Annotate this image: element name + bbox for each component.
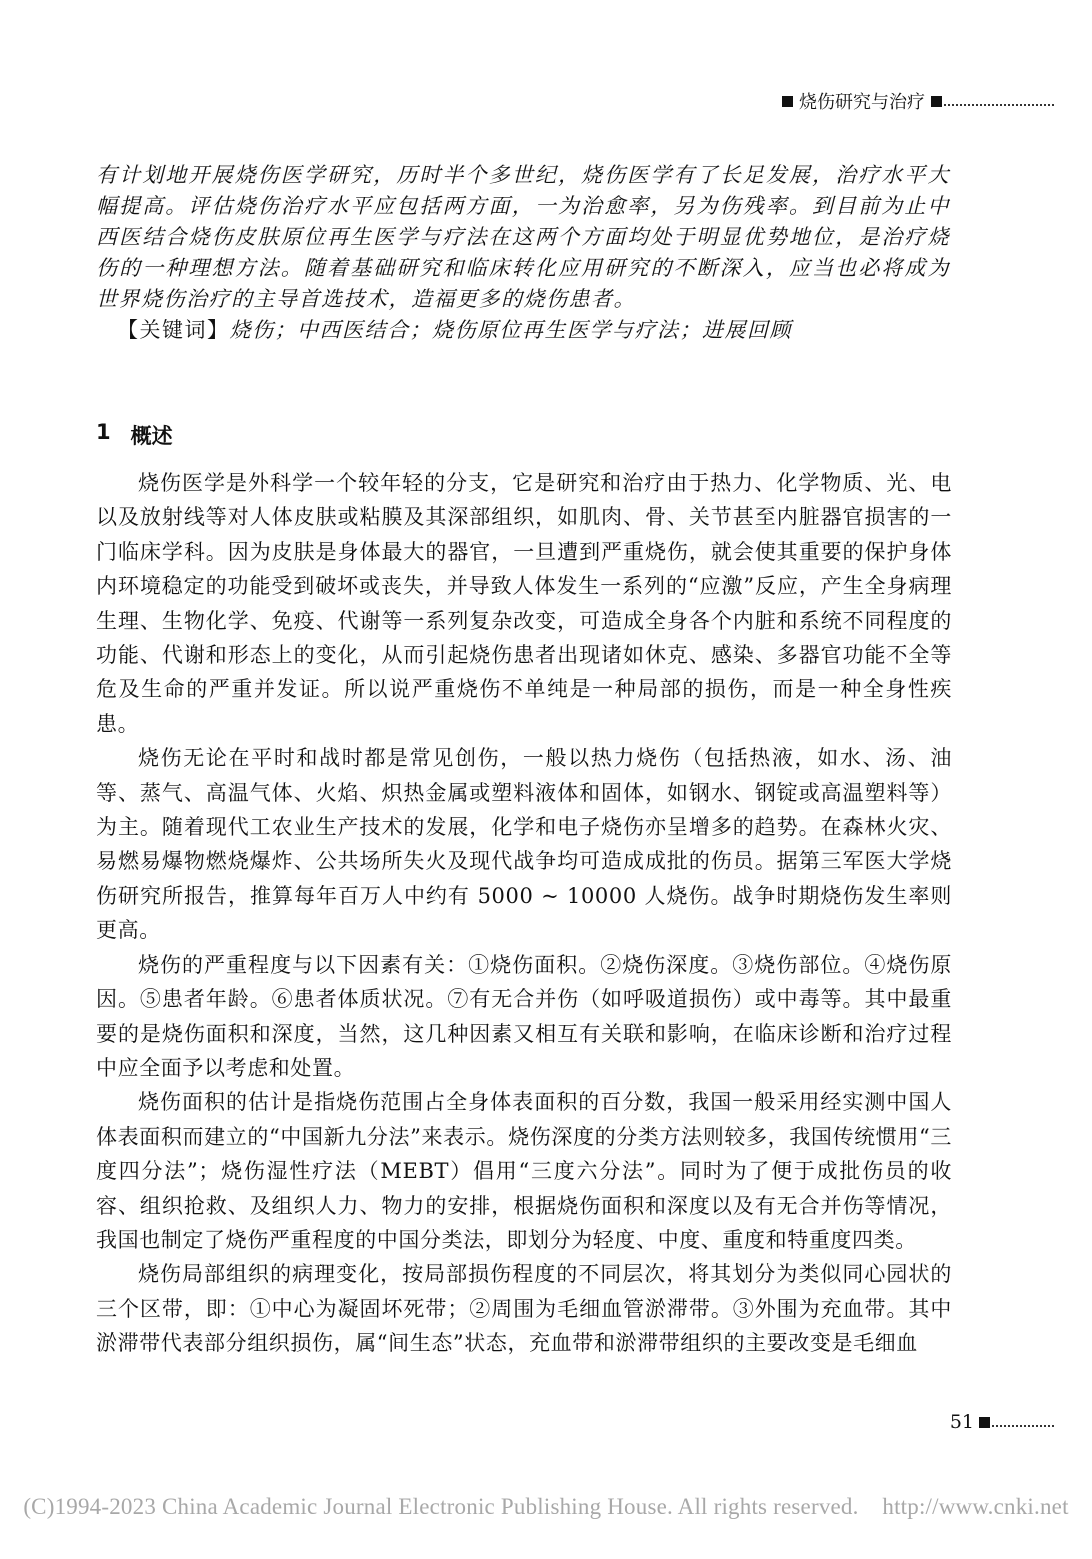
running-title: 烧伤研究与治疗	[799, 92, 925, 113]
paragraph: 烧伤面积的估计是指烧伤范围占全身体表面积的百分数，我国一般采用经实测中国人体表面积而建立的“中国新九分法”来表示。烧伤深度的分类方法则较多，我国传统惯用“三度四分法”；烧伤湿性疗法（MEBT）倡用“三度六分法”。同时为了便于成批伤员的收容、组织抢救、及组织人力、物力的安排，根据烧伤面积和深度以及有无合并伤等情况，我国也制定了烧伤严重程度的中国分类法，即划分为轻度、中度、重度和特重度四类。	[96, 1090, 952, 1252]
page-number: 51	[949, 1411, 974, 1433]
copyright-watermark: (C)1994-2023 China Academic Journal Electronic Publishing House. All rights reserved. http://www.cnki.net	[23, 1494, 1069, 1519]
section-title: 概述	[130, 424, 173, 448]
paragraph: 烧伤医学是外科学一个较年轻的分支，它是研究和治疗由于热力、化学物质、光、电以及放射线等对人体皮肤或粘膜及其深部组织，如肌肉、骨、关节甚至内脏器官损害的一门临床学科。因为皮肤是身体最大的器官，一旦遭到严重烧伤，就会使其重要的保护身体内环境稳定的功能受到破坏或丧失，并导致人体发生一系列的“应激”反应，产生全身病理生理、生物化学、免疫、代谢等一系列复杂改变，可造成全身各个内脏和系统不同程度的功能、代谢和形态上的变化，从而引起烧伤患者出现诸如休克、感染、多器官功能不全等危及生命的严重并发证。所以说严重烧伤不单纯是一种局部的损伤，而是一种全身性疾患。	[96, 471, 952, 736]
paragraph: 烧伤无论在平时和战时都是常见创伤，一般以热力烧伤（包括热液，如水、汤、油等、蒸气、高温气体、火焰、炽热金属或塑料液体和固体，如钢水、钢锭或高温塑料等）为主。随着现代工农业生产技术的发展，化学和电子烧伤亦呈增多的趋势。在森林火灾、易燃易爆物燃烧爆炸、公共场所失火及现代战争均可造成成批的伤员。据第三军医大学烧伤研究所报告，推算每年百万人中约有 5000 ~ 10000 人烧伤。战争时期烧伤发生率则更高。	[96, 746, 952, 943]
body-text	[96, 466, 952, 1361]
page-footer	[950, 1411, 1054, 1433]
square-bullet-icon	[931, 96, 942, 107]
dotted-rule	[992, 1425, 1054, 1427]
keywords-list: 烧伤；中西医结合；烧伤原位再生医学与疗法；进展回顾	[229, 318, 792, 342]
paragraph: 烧伤局部组织的病理变化，按局部损伤程度的不同层次，将其划分为类似同心园状的三个区带，即：①中心为凝固坏死带；②周围为毛细血管淤滞带。③外围为充血带。其中淤滞带代表部分组织损伤，属“间生态”状态，充血带和淤滞带组织的主要改变是毛细血	[96, 1262, 952, 1356]
keywords-label: 【关键词】	[117, 318, 230, 342]
dotted-rule	[944, 104, 1054, 106]
square-bullet-icon	[979, 1417, 990, 1428]
keywords-line	[96, 315, 950, 346]
abstract-text: 有计划地开展烧伤医学研究，历时半个多世纪，烧伤医学有了长足发展，治疗水平大幅提高。评估烧伤治疗水平应包括两方面，一为治愈率，另为伤残率。到目前为止中西医结合烧伤皮肤原位再生医学与疗法在这两个方面均处于明显优势地位，是治疗烧伤的一种理想方法。随着基础研究和临床转化应用研究的不断深入，应当也必将成为世界烧伤治疗的主导首选技术，造福更多的烧伤患者。	[96, 163, 950, 311]
running-header	[782, 88, 1054, 114]
square-bullet-icon	[782, 96, 793, 107]
abstract	[96, 160, 950, 346]
section-number: 1	[96, 420, 111, 444]
paragraph: 烧伤的严重程度与以下因素有关：①烧伤面积。②烧伤深度。③烧伤部位。④烧伤原因。⑤患者年龄。⑥患者体质状况。⑦有无合并伤（如呼吸道损伤）或中毒等。其中最重要的是烧伤面积和深度，当然，这几种因素又相互有关联和影响，在临床诊断和治疗过程中应全面予以考虑和处置。	[96, 952, 952, 1080]
section-heading	[96, 420, 173, 450]
